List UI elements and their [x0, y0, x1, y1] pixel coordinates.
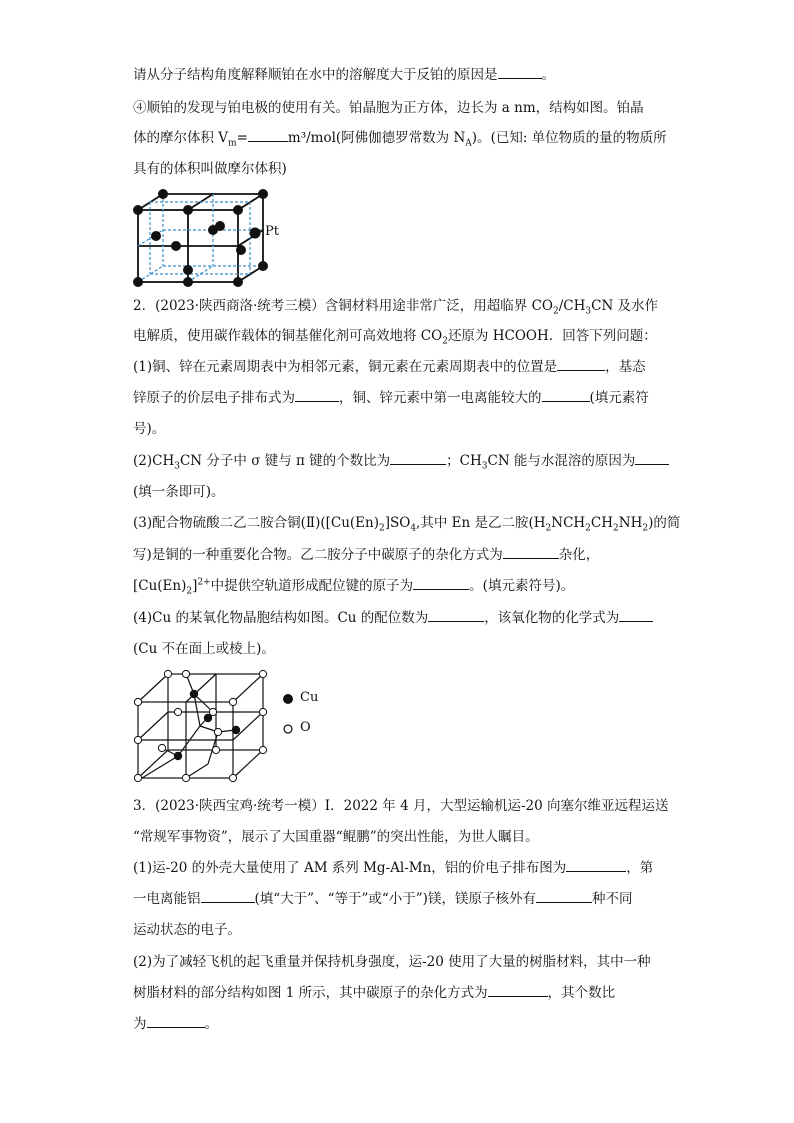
q3-line-1: 3．(2023·陕西宝鸡·统考一模）I．2022 年 4 月，大型运输机运-20 向塞尔维亚远程运送	[133, 798, 669, 814]
pt-atom	[215, 221, 225, 231]
q3-part1-line-1: (1)运-20 的外壳大量使用了 AM 系列 Mg-Al-Mn，铝的价电子排布图为 ，第	[133, 860, 654, 876]
q2-part1-line-1: (1)铜、锌在元素周期表中为相邻元素，铜元素在元素周期表中的位置是 ，基态	[133, 359, 646, 375]
answer-blank[interactable]	[566, 859, 626, 872]
q2-part2-line-2: (填一条即可)。	[133, 484, 225, 500]
o-atom	[182, 670, 189, 677]
answer-blank[interactable]	[557, 358, 605, 371]
o-atom	[214, 728, 221, 735]
o-atom	[134, 774, 141, 781]
answer-blank[interactable]	[542, 389, 590, 402]
o-atom	[158, 744, 165, 751]
o-atom	[164, 670, 171, 677]
intro-line-4: 具有的体积叫做摩尔体积)	[133, 161, 287, 177]
o-atom	[134, 698, 141, 705]
answer-blank[interactable]	[390, 452, 446, 465]
o-legend-dot	[281, 722, 295, 736]
q2-part3-line-3: $[Cu(En)_2]^{2+}$中提供空轨道形成配位键的原子为 。(填元素符号)。	[133, 577, 575, 597]
pt-atom	[258, 261, 268, 271]
o-atom	[209, 708, 216, 715]
q2-part4-line-1: (4)Cu 的某氧化物晶胞结构如图。Cu 的配位数为 ，该氧化物的化学式为	[133, 609, 653, 627]
q3-part2-line-1: (2)为了减轻飞机的起飞重量并保持机身强度，运-20 使用了大量的树脂材料，其中一种	[133, 954, 651, 970]
cu-oxide-unit-cell-figure	[128, 668, 273, 786]
o-atom	[229, 698, 236, 705]
o-atom	[259, 708, 266, 715]
pt-legend-dot	[248, 226, 262, 240]
intro-line-1: 请从分子结构角度解释顺铂在水中的溶解度大于反铂的原因是 。	[133, 67, 555, 83]
intro-line-2: ④顺铂的发现与铂电极的使用有关。铂晶胞为正方体，边长为 a nm，结构如图。铂晶	[133, 100, 644, 116]
cu-atom	[190, 690, 198, 698]
q2-line-2: 电解质，使用碳作载体的铜基催化剂可高效地将 $CO_2$还原为 HCOOH．回答下列问题：	[133, 328, 657, 347]
cu-atom	[174, 752, 182, 760]
answer-blank[interactable]	[536, 890, 592, 903]
pt-atom	[258, 189, 268, 199]
o-atom	[259, 746, 266, 753]
cu-atom	[232, 726, 240, 734]
pt-atom	[151, 231, 161, 241]
q3-part2-line-2: 树脂材料的部分结构如图 1 所示，其中碳原子的杂化方式为 ，其个数比	[133, 985, 616, 1001]
pt-atom	[133, 205, 143, 215]
q2-part4-line-2: (Cu 不在面上或棱上)。	[133, 641, 275, 657]
answer-blank[interactable]	[488, 984, 548, 997]
q2-part1-line-2: 锌原子的价层电子排布式为 ，铜、锌元素中第一电离能较大的 (填元素符	[133, 390, 649, 406]
answer-blank[interactable]	[248, 129, 288, 142]
pt-legend-label: Pt	[265, 224, 279, 239]
q2-part1-line-3: 号)。	[133, 421, 166, 437]
o-atom	[182, 774, 189, 781]
o-atom	[212, 746, 219, 753]
cu-atom	[204, 714, 212, 722]
pt-unit-cell-figure	[128, 188, 288, 288]
intro-line-3: 体的摩尔体积 $V_m= m^3/mol$(阿佛伽德罗常数为 $N_A$)。(已知: 单位物质的量的物质所	[133, 130, 667, 149]
answer-blank[interactable]	[498, 66, 542, 79]
q3-part1-line-3: 运动状态的电子。	[133, 922, 241, 938]
pt-atom	[158, 189, 168, 199]
answer-blank[interactable]	[413, 577, 469, 590]
answer-blank[interactable]	[295, 389, 339, 402]
q2-part3-line-1: (3)配合物硫酸二乙二胺合铜$(Ⅱ)([Cu(En)_2]SO_4$,其中 En 是乙二胺$(H_2NCH_2CH_2NH_2)$的简	[133, 515, 681, 534]
o-atom	[259, 670, 266, 677]
pt-atom	[236, 245, 246, 255]
cu-legend-label: Cu	[300, 690, 319, 705]
q3-line-2: “常规军事物资”，展示了大国重器“鲲鹏”的突出性能，为世人瞩目。	[133, 829, 539, 845]
q2-line-1: 2．(2023·陕西商洛·统考三模）含铜材料用途非常广泛，用超临界 $CO_2/CH_3CN$ 及水作	[133, 298, 659, 317]
answer-blank[interactable]	[201, 890, 255, 903]
answer-blank[interactable]	[428, 609, 484, 622]
o-legend-label: O	[300, 720, 311, 735]
answer-blank[interactable]	[635, 452, 669, 465]
pt-atom	[183, 265, 193, 275]
o-atom	[174, 708, 181, 715]
answer-blank[interactable]	[147, 1015, 205, 1028]
pt-atom	[133, 277, 143, 287]
answer-blank[interactable]	[619, 609, 653, 622]
pt-atom	[233, 277, 243, 287]
o-atom	[134, 736, 141, 743]
pt-atom	[233, 205, 243, 215]
pt-atom	[183, 205, 193, 215]
q3-part1-line-2: 一电离能铝 (填“大于”、“等于”或“小于”)镁，镁原子核外有 种不同	[133, 891, 633, 907]
q3-part2-line-3: 为 。	[133, 1016, 218, 1032]
pt-atom	[183, 277, 193, 287]
q2-part2-line-1: $(2)CH_3CN$ 分子中 σ 键与 π 键的个数比为 ；$CH_3CN$ 能与水混溶的原因为	[133, 452, 669, 470]
o-atom	[229, 774, 236, 781]
cu-legend-dot	[281, 692, 295, 706]
pt-atom	[171, 241, 181, 251]
q2-part3-line-2: 写)是铜的一种重要化合物。乙二胺分子中碳原子的杂化方式为 杂化，	[133, 547, 600, 563]
answer-blank[interactable]	[503, 546, 559, 559]
